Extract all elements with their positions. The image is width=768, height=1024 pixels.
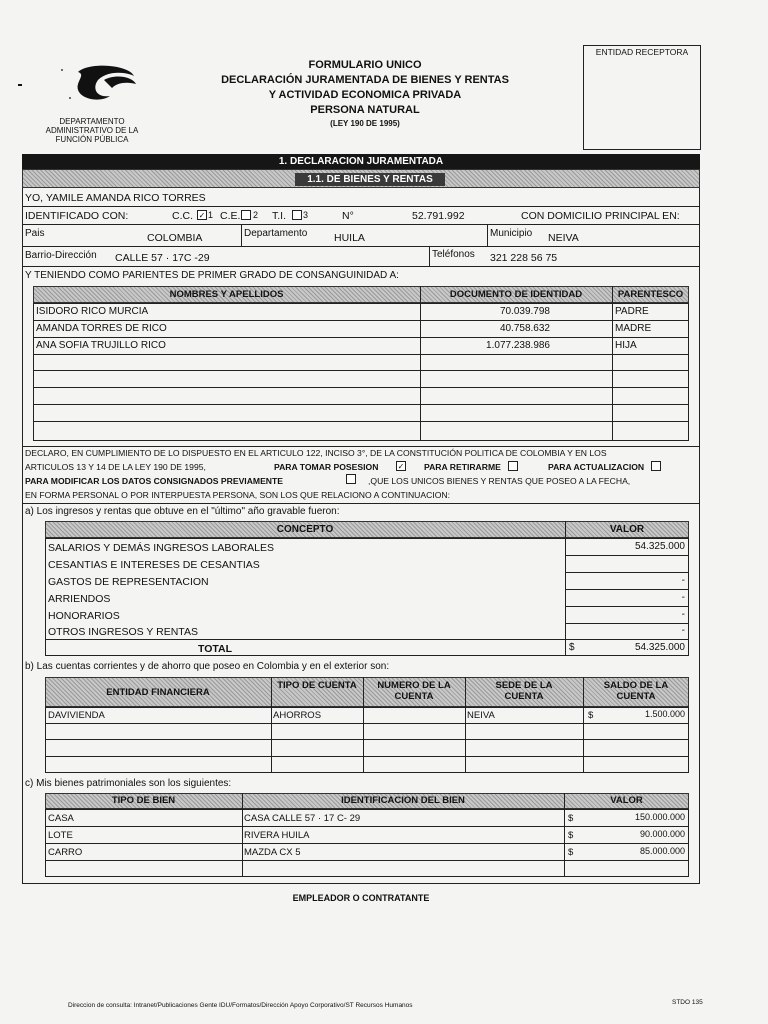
title-line-3: Y ACTIVIDAD ECONOMICA PRIVADA (268, 89, 462, 101)
retiro-checkbox[interactable] (508, 461, 518, 471)
actualizacion-label: PARA ACTUALIZACION (548, 462, 645, 472)
actualizacion-checkbox[interactable] (651, 461, 661, 471)
declarant-line: YO, YAMILE AMANDA RICO TORRES (25, 192, 206, 204)
rule (241, 224, 242, 246)
rule (242, 793, 243, 877)
relatives-intro: Y TENIENDO COMO PARIENTES DE PRIMER GRADO DE CONSANGUINIDAD A: (25, 270, 399, 281)
account-currency: $ (588, 710, 594, 721)
title-line-1: FORMULARIO UNICO (308, 59, 422, 71)
accounts-col-balance: SALDO DE LA CUENTA (603, 680, 669, 702)
footer-path: Direccion de consulta: Intranet/Publicaciones Gente IDU/Formatos/Dirección Apoyo Corporativo/ST Recursos Humanos (68, 1002, 413, 1009)
posesion-label: PARA TOMAR POSESION (274, 462, 379, 472)
income-value: - (681, 592, 685, 603)
rule (429, 246, 430, 266)
relative-name: AMANDA TORRES DE RICO (36, 323, 167, 334)
asset-value: 90.000.000 (639, 829, 685, 839)
rule (45, 538, 689, 539)
accounts-col-number: NUMERO DE LA CUENTA (377, 680, 451, 702)
income-value: - (681, 609, 685, 620)
org-name (22, 117, 162, 144)
section-1-title: 1. DECLARACION JURAMENTADA (278, 156, 444, 167)
rule (22, 246, 700, 247)
rule (271, 677, 272, 773)
asset-type: CARRO (48, 847, 83, 858)
rule (565, 589, 689, 590)
title-line-4: PERSONA NATURAL (310, 104, 420, 116)
rule (33, 303, 689, 304)
phones-value: 321 228 56 75 (490, 252, 558, 264)
phones-label: Teléfonos (432, 249, 475, 260)
cc-checkmark: ✓ (198, 211, 206, 220)
logo-dash (18, 84, 22, 86)
employer-label: EMPLEADOR O CONTRATANTE (292, 893, 430, 903)
income-total-label: TOTAL (197, 643, 233, 655)
declaration-line-1: DECLARO, EN CUMPLIMIENTO DE LO DISPUESTO EN EL ARTICULO 122, INCISO 3°, DE LA CONSTITUCIÓN POLITICA DE COLOMBIA Y EN LOS (25, 448, 607, 458)
rule (363, 677, 364, 773)
rule (45, 723, 689, 724)
doc-type-ti-number: 3 (303, 210, 309, 220)
declaration-line-4: EN FORMA PERSONAL O POR INTERPUESTA PERSONA, SON LOS QUE RELACIONO A CONTINUACION: (25, 490, 450, 500)
rule (33, 354, 689, 355)
relative-name: ISIDORO RICO MURCIA (36, 306, 149, 317)
account-type: AHORROS (273, 710, 322, 721)
accounts-col-type: TIPO DE CUENTA (277, 680, 357, 691)
income-concept: SALARIOS Y DEMÁS INGRESOS LABORALES (48, 542, 275, 554)
income-concept: ARRIENDOS (48, 593, 111, 605)
rule (565, 623, 689, 624)
asset-type: LOTE (48, 830, 73, 841)
account-balance: 1.500.000 (644, 709, 685, 719)
org-line-1: DEPARTAMENTO (59, 117, 125, 126)
section-1-1-header (22, 169, 700, 188)
relative-doc: 70.039.798 (499, 306, 550, 317)
rule (22, 224, 700, 225)
asset-id: MAZDA CX 5 (244, 847, 301, 858)
asset-currency: $ (568, 813, 574, 824)
rule (33, 337, 689, 338)
rule (45, 826, 689, 827)
posesion-checkbox[interactable] (396, 461, 406, 471)
retiro-label: PARA RETIRARME (424, 462, 501, 472)
assets-col-type: TIPO DE BIEN (111, 795, 176, 806)
declaration-line-3-tail: ,QUE LOS UNICOS BIENES Y RENTAS QUE POSEO A LA FECHA, (368, 476, 631, 486)
rule (45, 860, 689, 861)
income-concept: CESANTIAS E INTERESES DE CESANTIAS (48, 559, 260, 571)
org-line-2: ADMINISTRATIVO DE LA (45, 126, 139, 135)
municipality-value: NEIVA (548, 232, 579, 244)
domicile-label: CON DOMICILIO PRINCIPAL EN: (521, 210, 680, 222)
rule (565, 572, 689, 573)
section-1-1-title: 1.1. DE BIENES Y RENTAS (307, 174, 433, 185)
income-concept: OTROS INGRESOS Y RENTAS (48, 626, 198, 638)
relative-doc: 1.077.238.986 (486, 340, 550, 351)
rule (45, 809, 689, 810)
assets-col-id: IDENTIFICACION DEL BIEN (341, 795, 465, 806)
rule (45, 639, 689, 640)
org-line-3: FUNCIÓN PÚBLICA (55, 135, 129, 144)
rule (583, 677, 584, 773)
income-col-value: VALOR (609, 524, 645, 535)
rule (33, 404, 689, 405)
rule (45, 739, 689, 740)
country-label: Pais (25, 228, 45, 239)
title-line-2: DECLARACIÓN JURAMENTADA DE BIENES Y RENTAS (221, 74, 509, 86)
rule (33, 421, 689, 422)
accounts-col-branch: SEDE DE LA CUENTA (495, 680, 553, 702)
doc-type-ti-label: T.I. (272, 210, 287, 222)
asset-currency: $ (568, 830, 574, 841)
rule (612, 286, 613, 441)
receiving-entity-box (583, 45, 701, 150)
doc-type-ce-number: 2 (253, 210, 259, 220)
doc-type-cc-checkbox[interactable] (197, 210, 207, 220)
section-1-header (22, 154, 700, 169)
rule (565, 606, 689, 607)
relative-rel: HIJA (615, 340, 637, 351)
modificar-label: PARA MODIFICAR LOS DATOS CONSIGNADOS PREVIAMENTE (25, 476, 283, 486)
relatives-col-name: NOMBRES Y APELLIDOS (169, 289, 284, 300)
rule (33, 370, 689, 371)
department-value: HUILA (334, 232, 365, 244)
income-concept: HONORARIOS (48, 610, 120, 622)
accounts-col-bank: ENTIDAD FINANCIERA (106, 687, 210, 698)
law-reference: (LEY 190 DE 1995) (330, 119, 400, 128)
id-number-label: N° (342, 210, 354, 222)
asset-value: 85.000.000 (639, 846, 685, 856)
income-value: - (681, 575, 685, 586)
country-value: COLOMBIA (147, 232, 203, 244)
accounts-intro: b) Las cuentas corrientes y de ahorro que poseo en Colombia y en el exterior son: (25, 661, 390, 672)
relatives-col-rel: PARENTESCO (617, 289, 684, 300)
identified-label: IDENTIFICADO CON: (25, 210, 129, 222)
rule (22, 266, 700, 267)
rule (22, 446, 700, 447)
doc-type-cc-number: 1 (208, 210, 214, 220)
asset-id: CASA CALLE 57 · 17 C- 29 (244, 813, 361, 824)
id-number-value: 52.791.992 (412, 210, 465, 222)
declaration-line-2: ARTICULOS 13 Y 14 DE LA LEY 190 DE 1995, (25, 462, 206, 472)
doc-type-ce-label: C.E. (220, 210, 241, 222)
income-value: 54.325.000 (634, 541, 685, 552)
income-concept: GASTOS DE REPRESENTACION (48, 576, 209, 588)
income-col-concept: CONCEPTO (276, 524, 334, 535)
rule (465, 677, 466, 773)
asset-currency: $ (568, 847, 574, 858)
rule (33, 320, 689, 321)
rule (33, 387, 689, 388)
posesion-checkmark: ✓ (397, 462, 405, 471)
relative-rel: MADRE (615, 323, 652, 334)
relatives-col-doc: DOCUMENTO DE IDENTIDAD (449, 289, 583, 300)
rule (565, 555, 689, 556)
modificar-checkbox[interactable] (346, 474, 356, 484)
doc-type-cc-label: C.C. (172, 210, 193, 222)
rule (22, 206, 700, 207)
doc-type-ce-checkbox[interactable] (241, 210, 251, 220)
footer-code: STDO 135 (672, 999, 703, 1006)
income-value: - (681, 625, 685, 636)
rule (45, 707, 689, 708)
relative-doc: 40.758.632 (499, 323, 550, 334)
income-total-value: 54.325.000 (634, 642, 685, 653)
account-bank: DAVIVIENDA (48, 710, 105, 721)
receiving-entity-label: ENTIDAD RECEPTORA (595, 47, 689, 57)
relative-rel: PADRE (615, 306, 649, 317)
address-value: CALLE 57 · 17C -29 (115, 252, 210, 264)
department-label: Departamento (244, 228, 308, 239)
asset-id: RIVERA HUILA (244, 830, 310, 841)
asset-type: CASA (48, 813, 74, 824)
municipality-label: Municipio (490, 228, 533, 239)
rule (45, 843, 689, 844)
dafp-logo (48, 58, 148, 110)
rule (22, 503, 700, 504)
address-label: Barrio-Dirección (25, 250, 97, 261)
asset-value: 150.000.000 (634, 812, 685, 822)
form-title (200, 58, 530, 130)
rule (487, 224, 488, 246)
income-intro: a) Los ingresos y rentas que obtuve en el "último" año gravable fueron: (25, 506, 340, 517)
account-branch: NEIVA (467, 710, 495, 721)
rule (45, 756, 689, 757)
assets-intro: c) Mis bienes patrimoniales son los siguientes: (25, 778, 232, 789)
income-total-currency: $ (569, 642, 575, 653)
doc-type-ti-checkbox[interactable] (292, 210, 302, 220)
assets-col-value: VALOR (610, 795, 643, 806)
relative-name: ANA SOFIA TRUJILLO RICO (36, 340, 166, 351)
